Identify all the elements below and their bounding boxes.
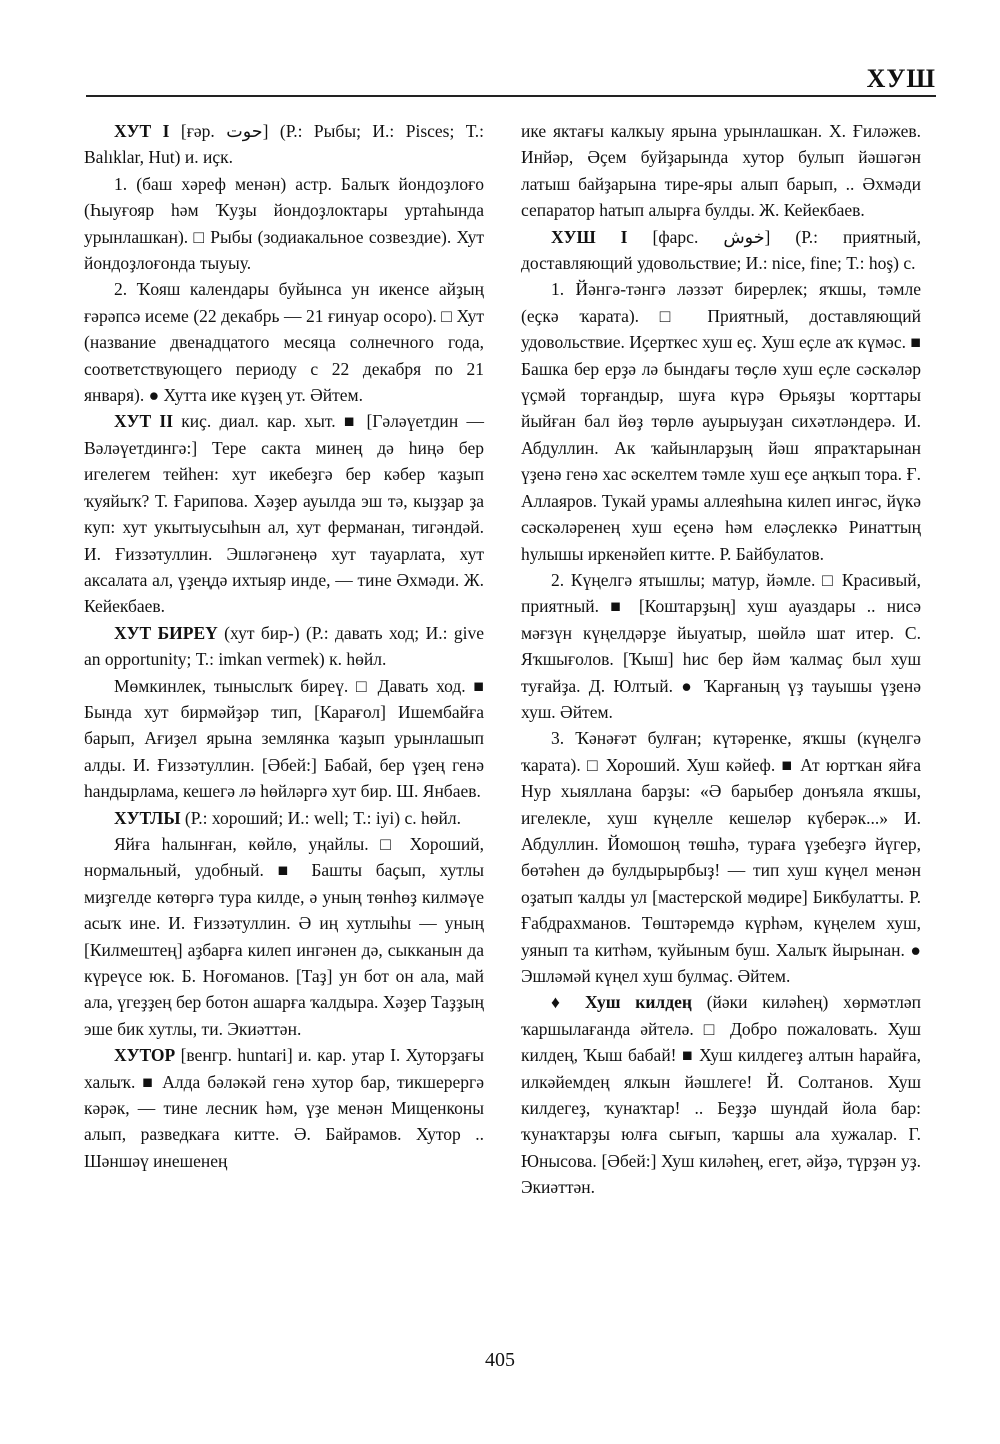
entry-paragraph bbox=[521, 567, 921, 725]
entry-paragraph bbox=[84, 831, 484, 1042]
entry-text: [фарс. خوش] (Р.: приятный, доставляющий удовольствие; И.: nice, fine; Т.: hoş) с. bbox=[521, 226, 922, 274]
entry-text: Яйға һалынған, көйлө, уңайлы. □ Хороший, нормальный, удобный. ■ Башты баҫып, хутлы миҙгелде көтөргә тура килде, ә уның төнһөҙ килмәүе асыҡ ине. И. Ғиззәтуллин. Ә иң хутлыһы — уның [Килмештең] аҙбарға килеп ингәнен дә, сыкканын да күреүсе юк. Б. Ноғоманов. [Таҙ] ун бот он ала, май ала, үгеҙҙең бер ботон ашарға ҡалдыра. Хәҙер Таҙҙың эше бик хутлы, ти. Экиәттән. bbox=[84, 833, 484, 1039]
entry-paragraph bbox=[521, 725, 921, 989]
entry-paragraph bbox=[521, 118, 921, 224]
running-head: ХУШ bbox=[866, 64, 936, 93]
entry-paragraph bbox=[84, 118, 484, 171]
entry-text: 1. (баш хәреф менән) астр. Балыҡ йондоҙлоғо (Һыуғояр һәм Ҡуҙы йондоҙлоктары уртаһында урынлашкан). □ Рыбы (зодиакальное созвездие). Хут йондоҙлоғонда тыуыу. bbox=[84, 173, 484, 274]
entry-text: киҫ. диал. кар. хыт. ■ [Гәләүетдин — Вәләүетдингә:] Тере сакта минең дә һиңә бер игелегем тейһен: хут икебеҙгә бер кәбер ҡаҙып ҡуяйыҡ? Т. Ғарипова. Хәҙер ауылда эш тә, кыҙҙар ҙа куп: хут укытыусыһын ал, хут ферманан, тигәндәй. И. Ғиззәтуллин. Эшләгәнеңә хут тауарлата, хут аксалата ал, үҙеңдә ихтыяр инде, — тине Әхмәди. Ж. Кейекбаев. bbox=[84, 411, 484, 617]
entry-text: Мөмкинлек, тыныслыҡ биреү. □ Давать ход. ■ Бында хут бирмәйҙәр тип, [Карағол] Ишембайға барып, Ағиҙел ярына землянка ҡаҙып урынлашып алды. И. Ғиззәтуллин. [Әбей:] Бабай, бер үҙең генә һандырлама, кешегә лә һөйләргә хут бир. Ш. Янбаев. bbox=[84, 675, 484, 802]
left-column bbox=[84, 118, 484, 1174]
entry-paragraph bbox=[84, 1042, 484, 1174]
entry-paragraph bbox=[84, 673, 484, 805]
entry-text: ике яктағы калкыу ярына урынлашкан. Х. Ғиләжев. Инйәр, Әҫем буйҙарында хутор булып йәшәгән латыш байҙарына тире-яры алып барып, .. Әхмәди сепаратор һатып алырға булды. Ж. Кейекбаев. bbox=[521, 121, 921, 221]
entry-paragraph bbox=[521, 989, 921, 1200]
entry-paragraph bbox=[521, 224, 921, 277]
entry-text: (йәки киләһең) хөрмәтләп ҡаршылағанда әйтелә. □ Добро пожаловать. Хуш килдең, Ҡыш бабай! ■ Хуш килдегеҙ алтын һарайға, илкәйемдең ялкын йәшлеге! Й. Солтанов. Хуш килдегеҙ, ҡунаҡтар! .. Беҙҙә шундай йола бар: ҡунаҡтарҙы юлға сығып, ҡаршы ала хужалар. Г. Юнысова. [Әбей:] Хуш киләһең, егет, әйҙә, түрҙән уҙ. Экиәттән. bbox=[521, 992, 921, 1198]
headword: ХУШ I bbox=[551, 226, 628, 247]
entry-paragraph bbox=[84, 408, 484, 619]
entry-paragraph bbox=[84, 171, 484, 277]
right-column bbox=[521, 118, 921, 1201]
page-number: 405 bbox=[485, 1349, 515, 1371]
entry-text: 1. Йәнгә-тәнгә ләззәт бирерлек; яҡшы, тәмле (еҫкә ҡарата). □ Приятный, доставляющий удовольствие. Иҫерткес хуш еҫ. Хуш еҫле аҡ күмәс. ■ Башка бер ерҙә лә бындағы төҫлө хуш еҫле сәскәләр үҫмәй торғандыр, шуға күрә Өрьяҙы ҡорттары йыйған бал йөҙ төрлө ауырыуҙан сихәтләндерә. И. Абдуллин. Ак ҡайынларҙың йәш япраҡтарынан үҙенә генә хас әскелтем тәмле хуш еҫе аңҡып тора. Ғ. Аллаяров. Тукай урамы аллеяһына килеп ингәс, йүкә сәскәләренең хуш еҫенә һәм еләҫлеккә Ринаттың һулышы иркенәйеп китте. Р. Байбулатов. bbox=[521, 279, 921, 564]
entry-text: [венгр. huntari] и. кар. утар I. Хуторҙағы халыҡ. ■ Алда бәләкәй генә хутор бар, тикшерергә кәрәк, — тине лесник һәм, үҙе менән Мищенконы алып, разведкаға китте. Ә. Байрамов. Хутор .. Шәншәү инешенең bbox=[84, 1045, 484, 1171]
entry-text: 2. Ҡояш календары буйынса ун икенсе айҙың ғәрәпсә исеме (22 декабрь — 21 ғинуар осоро). □ Хут (название двенадцатого месяца солнечного года, соответствующего периоду с 22 декабря по 21 января). ● Хутта ике күҙең ут. Әйтем. bbox=[84, 279, 484, 406]
entry-text: (хут бир-) (Р.: давать ход; И.: give an opportunity; Т.: imkan vermek) к. һөйл. bbox=[84, 622, 484, 670]
headword: ХУТЛЫ bbox=[114, 807, 181, 828]
headword: ХУТ II bbox=[114, 411, 174, 432]
entry-paragraph bbox=[84, 805, 484, 831]
entry-paragraph bbox=[84, 276, 484, 408]
header-rule bbox=[86, 95, 936, 97]
headword: ХУТ БИРЕҮ bbox=[114, 622, 218, 643]
entry-text: [ғәр. حوت] (Р.: Рыбы; И.: Pisces; Т.: Balıklar, Hut) и. иҫк. bbox=[84, 121, 484, 168]
entry-text: (Р.: хороший; И.: well; Т.: iyi) с. һөйл. bbox=[180, 807, 461, 828]
entry-text: 3. Ҡәнәғәт булған; күтәренке, яҡшы (күңелгә ҡарата). □ Хороший. Хуш кәйеф. ■ Ат юртҡан яйға Нур хыяллана барҙы: «Ә барыбер донъяла яҡшы, игелекле, хуш күңелле кешеләр күберәк...» И. Абдуллин. Йомошоң төшһә, тураға үҙебеҙгә йүгер, бөтәһен дә булдырырбыҙ! — тип хуш күңел менән оҙатып ҡалды ул [мастерской мөдире] Бикбулатты. Р. Ғабдрахманов. Төштәремдә күрһәм, күңелем хуш, уянып та китһәм, ҡуйыным буш. Халыҡ йырынан. ● Эшләмәй күңел хуш булмаҫ. Әйтем. bbox=[521, 728, 921, 986]
headword: ХУТОР bbox=[114, 1045, 176, 1066]
headword: ХУТ I bbox=[114, 121, 170, 141]
entry-paragraph bbox=[84, 620, 484, 673]
entry-paragraph bbox=[521, 276, 921, 566]
headword: ♦ Хуш килдең bbox=[551, 992, 692, 1013]
entry-text: 2. Күңелгә ятышлы; матур, йәмле. □ Красивый, приятный. ■ [Коштарҙың] хуш ауаздары .. нисә мәғзүн күңелдәрҙе йыуатыр, шөйлә шат итер. С. Яҡшығолов. [Ҡыш] һис бер йәм ҡалмаҫ был хуш туғайҙа. Д. Юлтый. ● Ҡарғаның үҙ тауышы үҙенә хуш. Әйтем. bbox=[521, 569, 921, 722]
